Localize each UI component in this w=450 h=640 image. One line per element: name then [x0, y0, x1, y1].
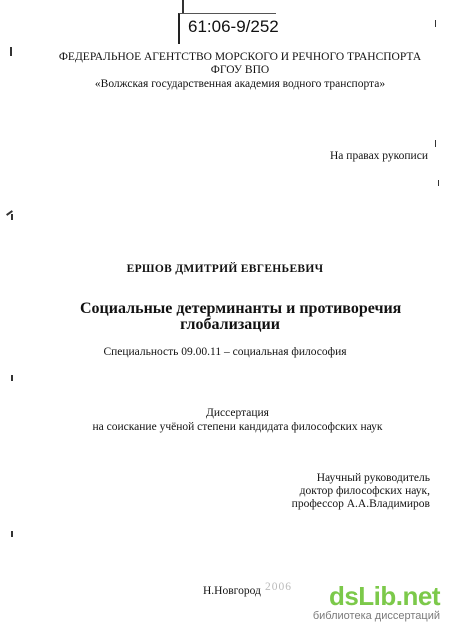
- document-type: Диссертация: [206, 407, 269, 419]
- catalog-stamp-number: 61:06-9/252: [188, 17, 279, 36]
- specialty-line: Специальность 09.00.11 – социальная философия: [103, 346, 347, 358]
- dissertation-title-line-2: глобализации: [180, 316, 280, 333]
- scan-mark: [435, 20, 436, 27]
- author-name: ЕРШОВ ДМИТРИЙ ЕВГЕНЬЕВИЧ: [126, 263, 324, 275]
- supervisor-block: [290, 472, 430, 511]
- degree-purpose: на соискание учёной степени кандидата философских наук: [92, 421, 383, 433]
- scan-mark: [11, 214, 13, 220]
- supervisor-degree: доктор философских наук,: [299, 485, 430, 497]
- year-faint: 2006: [265, 581, 292, 593]
- dissertation-title-line-1: Социальные детерминанты и противоречия: [80, 300, 402, 317]
- academy-name: «Волжская государственная академия водного транспорта»: [94, 78, 386, 90]
- stamp-tick-mark: [182, 0, 184, 14]
- supervisor-name: профессор А.А.Владимиров: [291, 498, 430, 510]
- dslib-logo: dsLib.net: [328, 581, 440, 611]
- institution-type: ФГОУ ВПО: [210, 64, 270, 76]
- dslib-caption: библиотека диссертаций: [312, 610, 440, 622]
- scan-mark: [438, 180, 439, 186]
- scan-mark: [11, 531, 13, 537]
- manuscript-rights-note: На правах рукописи: [330, 150, 428, 162]
- supervisor-role: Научный руководитель: [316, 472, 430, 484]
- scan-mark: [10, 47, 12, 56]
- dslib-watermark: [313, 583, 440, 622]
- city: Н.Новгород: [203, 585, 261, 597]
- agency-name: ФЕДЕРАЛЬНОЕ АГЕНТСТВО МОРСКОГО И РЕЧНОГО ТРАНСПОРТА: [58, 51, 422, 63]
- scan-mark: [435, 140, 436, 147]
- scan-mark: [11, 375, 13, 381]
